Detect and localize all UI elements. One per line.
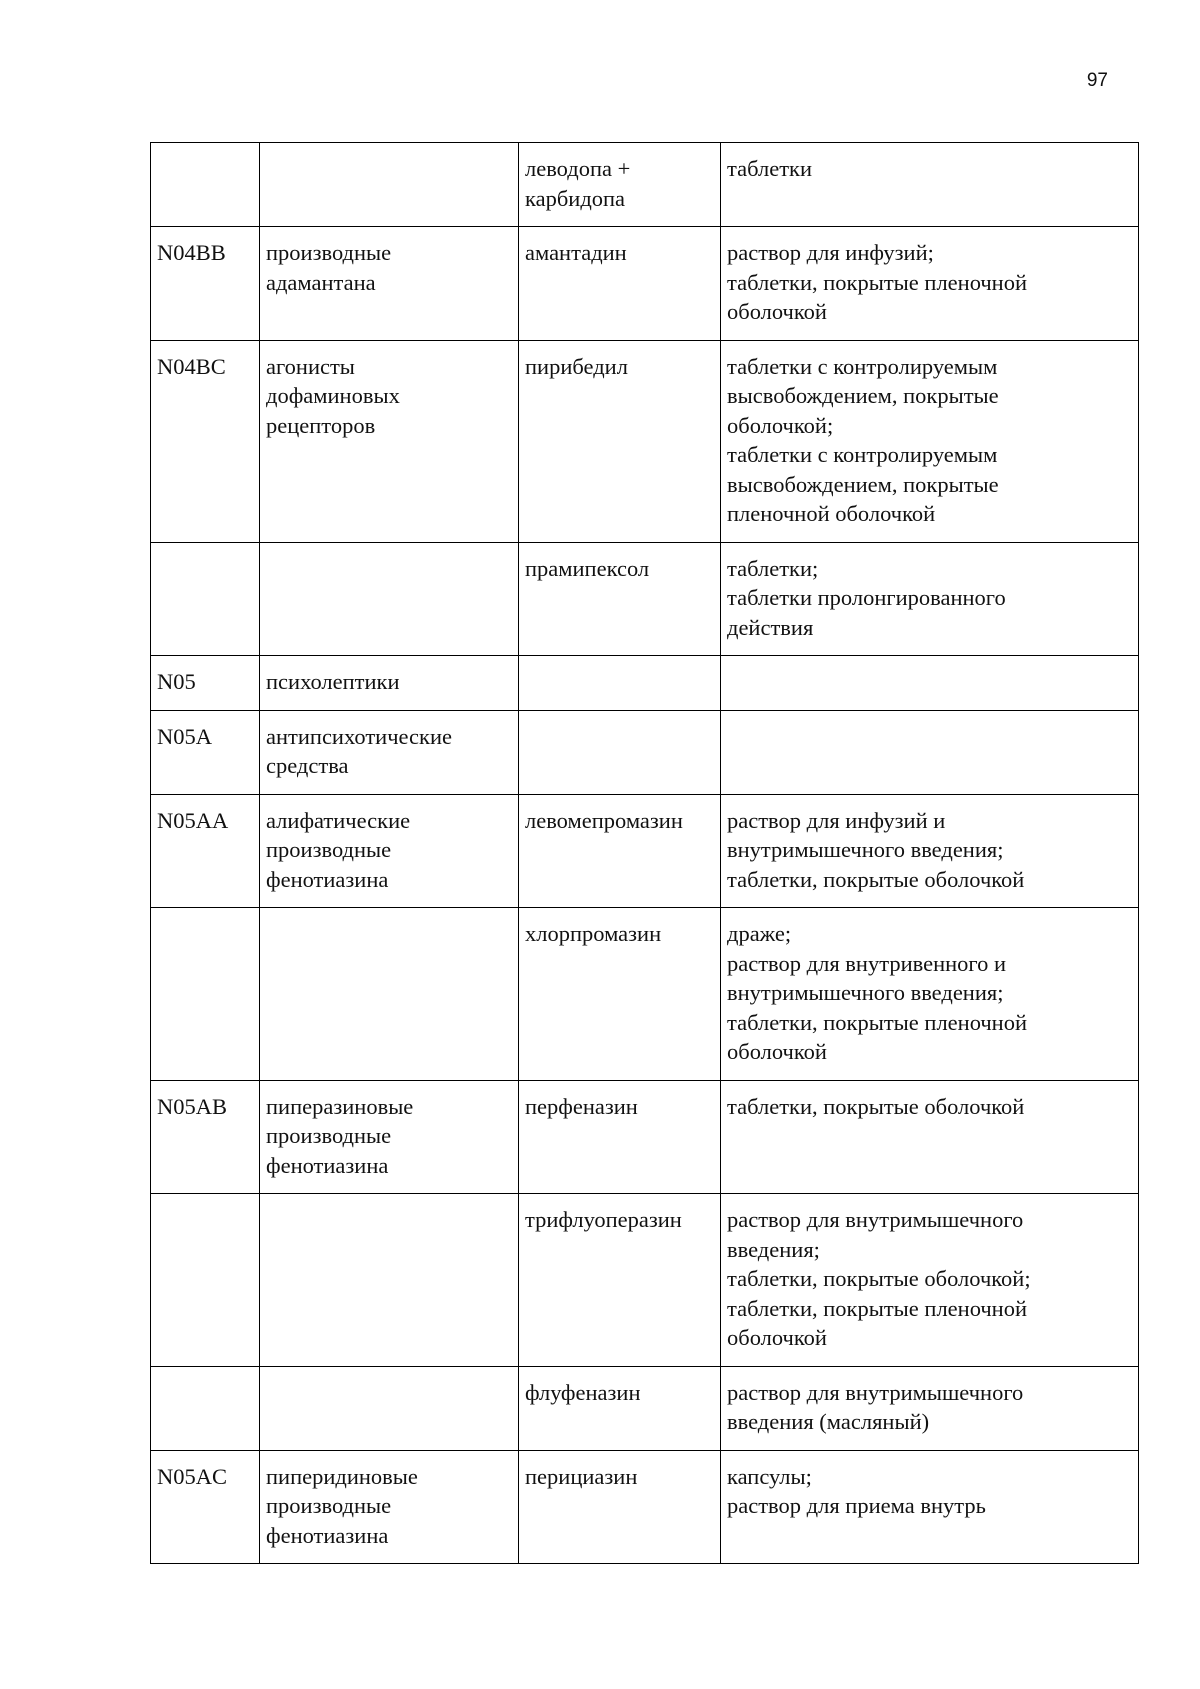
table-row bbox=[151, 1450, 1139, 1564]
table-row bbox=[151, 1194, 1139, 1367]
dosage-form-cell: таблетки с контролируемым высвобождением, покрытые оболочкой; таблетки с контролируемым высвобождением, покрытые пленочной оболочкой bbox=[721, 340, 1139, 542]
atc-code-cell bbox=[151, 1366, 260, 1450]
table-row bbox=[151, 710, 1139, 794]
drug-cell: флуфеназин bbox=[519, 1366, 721, 1450]
dosage-form-cell: раствор для внутримышечного введения (масляный) bbox=[721, 1366, 1139, 1450]
dosage-form-cell: таблетки, покрытые оболочкой bbox=[721, 1080, 1139, 1194]
table-row bbox=[151, 1080, 1139, 1194]
atc-code-cell: N05 bbox=[151, 656, 260, 711]
atc-code-cell bbox=[151, 1194, 260, 1367]
drug-cell: прамипексол bbox=[519, 542, 721, 656]
page-number: 97 bbox=[1086, 70, 1108, 91]
dosage-form-cell: драже; раствор для внутривенного и внутримышечного введения; таблетки, покрытые пленочной оболочкой bbox=[721, 908, 1139, 1081]
drug-cell: пирибедил bbox=[519, 340, 721, 542]
table-row bbox=[151, 908, 1139, 1081]
drug-cell bbox=[519, 710, 721, 794]
group-cell: алифатические производные фенотиазина bbox=[260, 794, 519, 908]
group-cell: агонисты дофаминовых рецепторов bbox=[260, 340, 519, 542]
table-row bbox=[151, 542, 1139, 656]
atc-code-cell bbox=[151, 908, 260, 1081]
drug-cell: перициазин bbox=[519, 1450, 721, 1564]
atc-code-cell: N05AB bbox=[151, 1080, 260, 1194]
atc-code-cell bbox=[151, 143, 260, 227]
group-cell: производные адамантана bbox=[260, 227, 519, 341]
dosage-form-cell: таблетки; таблетки пролонгированного действия bbox=[721, 542, 1139, 656]
drug-cell: хлорпромазин bbox=[519, 908, 721, 1081]
group-cell bbox=[260, 143, 519, 227]
table-row bbox=[151, 1366, 1139, 1450]
group-cell bbox=[260, 908, 519, 1081]
dosage-form-cell bbox=[721, 710, 1139, 794]
group-cell: антипсихотические средства bbox=[260, 710, 519, 794]
group-cell bbox=[260, 1366, 519, 1450]
dosage-form-cell: раствор для инфузий и внутримышечного введения; таблетки, покрытые оболочкой bbox=[721, 794, 1139, 908]
group-cell: психолептики bbox=[260, 656, 519, 711]
drug-cell: амантадин bbox=[519, 227, 721, 341]
table-row bbox=[151, 340, 1139, 542]
drug-cell bbox=[519, 656, 721, 711]
atc-code-cell bbox=[151, 542, 260, 656]
dosage-form-cell bbox=[721, 656, 1139, 711]
drug-table bbox=[150, 142, 1139, 1564]
dosage-form-cell: таблетки bbox=[721, 143, 1139, 227]
atc-code-cell: N04BC bbox=[151, 340, 260, 542]
drug-cell: трифлуоперазин bbox=[519, 1194, 721, 1367]
atc-code-cell: N05A bbox=[151, 710, 260, 794]
table-row bbox=[151, 143, 1139, 227]
group-cell: пиперидиновые производные фенотиазина bbox=[260, 1450, 519, 1564]
drug-cell: левомепромазин bbox=[519, 794, 721, 908]
table-row bbox=[151, 656, 1139, 711]
group-cell: пиперазиновые производные фенотиазина bbox=[260, 1080, 519, 1194]
group-cell bbox=[260, 1194, 519, 1367]
dosage-form-cell: раствор для внутримышечного введения; таблетки, покрытые оболочкой; таблетки, покрытые пленочной оболочкой bbox=[721, 1194, 1139, 1367]
atc-code-cell: N05AC bbox=[151, 1450, 260, 1564]
group-cell bbox=[260, 542, 519, 656]
table-row bbox=[151, 794, 1139, 908]
dosage-form-cell: капсулы; раствор для приема внутрь bbox=[721, 1450, 1139, 1564]
atc-code-cell: N05AA bbox=[151, 794, 260, 908]
drug-cell: перфеназин bbox=[519, 1080, 721, 1194]
drug-cell: леводопа + карбидопа bbox=[519, 143, 721, 227]
table-row bbox=[151, 227, 1139, 341]
dosage-form-cell: раствор для инфузий; таблетки, покрытые пленочной оболочкой bbox=[721, 227, 1139, 341]
atc-code-cell: N04BB bbox=[151, 227, 260, 341]
